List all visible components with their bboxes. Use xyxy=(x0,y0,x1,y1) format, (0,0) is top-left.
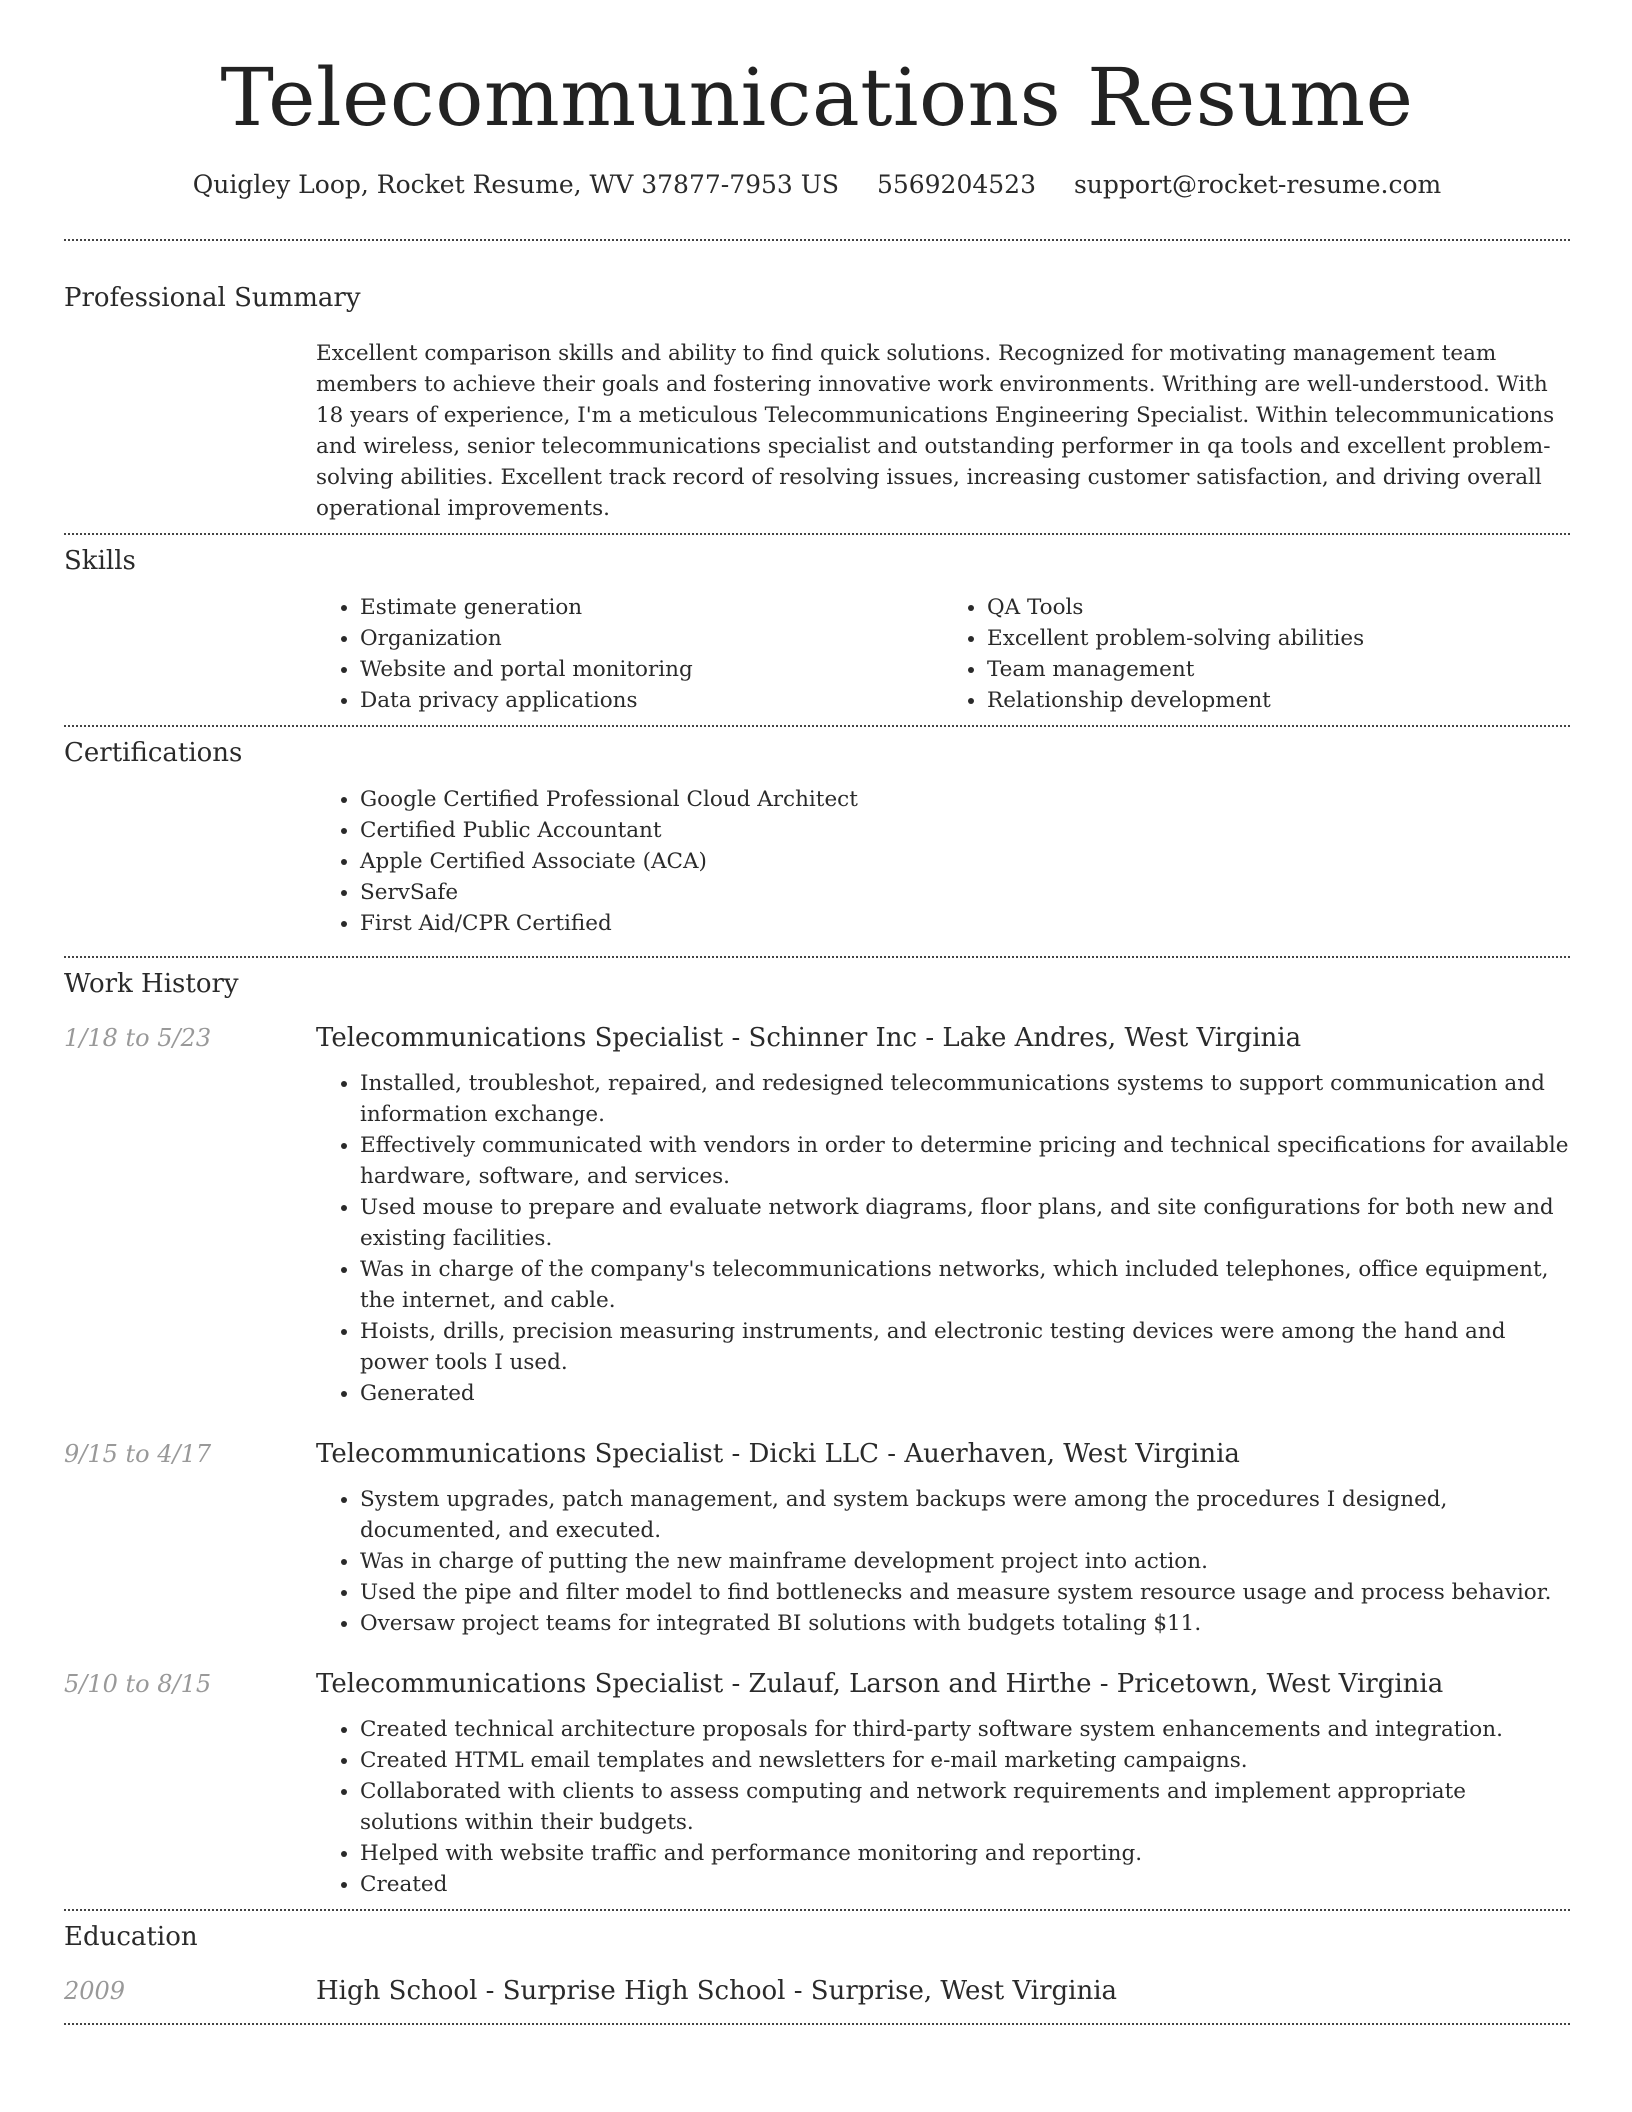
job-bullet: • Oversaw project teams for integrated BI solutions with budgets totaling $11. xyxy=(360,1608,1570,1639)
skill-item: • Estimate generation xyxy=(360,592,943,623)
work-history-heading: Work History xyxy=(64,969,239,999)
divider xyxy=(64,1909,1570,1911)
job-bullet: • System upgrades, patch management, and system backups were among the procedures I designed, documented, and executed. xyxy=(360,1484,1570,1546)
job-bullet: • Created HTML email templates and newsletters for e-mail marketing campaigns. xyxy=(360,1745,1570,1776)
skill-item: • Excellent problem-solving abilities xyxy=(987,623,1570,654)
education-year: 2009 xyxy=(64,1977,126,2005)
job-title: Telecommunications Specialist - Dicki LLC - Auerhaven, West Virginia xyxy=(316,1439,1240,1469)
job-bullet: • Was in charge of putting the new mainframe development project into action. xyxy=(360,1546,1570,1577)
job-bullet: • Installed, troubleshot, repaired, and redesigned telecommunications systems to support communication and information exchange. xyxy=(360,1068,1570,1130)
job-bullets xyxy=(316,1068,1570,1409)
job-entry xyxy=(64,1023,1570,1409)
skill-item: • Organization xyxy=(360,623,943,654)
certifications-section xyxy=(64,738,1570,939)
job-bullet: • Was in charge of the company's telecommunications networks, which included telephones, office equipment, the internet, and cable. xyxy=(360,1254,1570,1316)
certification-item: • ServSafe xyxy=(360,877,1570,908)
skill-item: • Website and portal monitoring xyxy=(360,654,943,685)
certification-item: • Apple Certified Associate (ACA) xyxy=(360,846,1570,877)
summary-section xyxy=(64,283,1570,524)
divider xyxy=(64,533,1570,535)
skills-list-left xyxy=(316,592,943,716)
work-history-section xyxy=(64,969,1570,1900)
job-dates: 5/10 to 8/15 xyxy=(64,1670,212,1698)
divider xyxy=(64,2023,1570,2025)
education-title: High School - Surprise High School - Surprise, West Virginia xyxy=(316,1976,1118,2006)
job-entry xyxy=(64,1669,1570,1900)
job-bullet: • Used the pipe and filter model to find bottlenecks and measure system resource usage and process behavior. xyxy=(360,1577,1570,1608)
summary-text: Excellent comparison skills and ability to find quick solutions. Recognized for motivating management team members to achieve their goals and fostering innovative work environments. Writhing are well-understood. With 18 years of experience, I'm a meticulous Telecommunications Engineering Specialist. Within telecommunications and wireless, senior telecommunications specialist and outstanding performer in qa tools and excellent problem-solving abilities. Excellent track record of resolving issues, increasing customer satisfaction, and driving overall operational improvements. xyxy=(316,341,1555,521)
skill-item: • Relationship development xyxy=(987,685,1570,716)
skill-item: • Data privacy applications xyxy=(360,685,943,716)
job-bullets xyxy=(316,1484,1570,1639)
skill-item: • QA Tools xyxy=(987,592,1570,623)
certifications-heading: Certifications xyxy=(64,738,243,768)
job-bullet: • Created xyxy=(360,1869,1570,1900)
job-bullet: • Collaborated with clients to assess computing and network requirements and implement appropriate solutions within their budgets. xyxy=(360,1776,1570,1838)
skill-item: • Team management xyxy=(987,654,1570,685)
contact-line xyxy=(64,170,1570,199)
job-bullet: • Created technical architecture proposals for third-party software system enhancements and integration. xyxy=(360,1714,1570,1745)
divider xyxy=(64,956,1570,958)
job-bullets xyxy=(316,1714,1570,1900)
divider xyxy=(64,725,1570,727)
skills-section xyxy=(64,546,1570,716)
job-dates: 1/18 to 5/23 xyxy=(64,1024,212,1052)
job-bullet: • Hoists, drills, precision measuring instruments, and electronic testing devices were among the hand and power tools I used. xyxy=(360,1316,1570,1378)
certifications-list xyxy=(316,784,1570,939)
certification-item: • Certified Public Accountant xyxy=(360,815,1570,846)
job-dates: 9/15 to 4/17 xyxy=(64,1440,212,1468)
job-bullet: • Generated xyxy=(360,1378,1570,1409)
skills-list-right xyxy=(943,592,1570,716)
summary-heading: Professional Summary xyxy=(64,283,361,313)
resume-title: Telecommunications Resume xyxy=(220,51,1414,144)
job-bullet: • Used mouse to prepare and evaluate network diagrams, floor plans, and site configurations for both new and existing facilities. xyxy=(360,1192,1570,1254)
divider xyxy=(64,239,1570,241)
job-title: Telecommunications Specialist - Zulauf, Larson and Hirthe - Pricetown, West Virginia xyxy=(316,1669,1444,1699)
certification-item: • First Aid/CPR Certified xyxy=(360,908,1570,939)
job-title: Telecommunications Specialist - Schinner Inc - Lake Andres, West Virginia xyxy=(316,1023,1302,1053)
job-entry xyxy=(64,1439,1570,1639)
contact-phone: 5569204523 xyxy=(876,170,1036,199)
contact-address: Quigley Loop, Rocket Resume, WV 37877-7953 US xyxy=(192,170,839,199)
skills-heading: Skills xyxy=(64,546,136,576)
job-bullet: • Effectively communicated with vendors in order to determine pricing and technical specifications for available hardware, software, and services. xyxy=(360,1130,1570,1192)
certification-item: • Google Certified Professional Cloud Architect xyxy=(360,784,1570,815)
education-heading: Education xyxy=(64,1922,198,1952)
education-section xyxy=(64,1922,1570,2006)
skills-grid xyxy=(316,592,1570,716)
contact-email: support@rocket-resume.com xyxy=(1073,170,1442,199)
job-bullet: • Helped with website traffic and performance monitoring and reporting. xyxy=(360,1838,1570,1869)
education-entry xyxy=(64,1976,1570,2006)
